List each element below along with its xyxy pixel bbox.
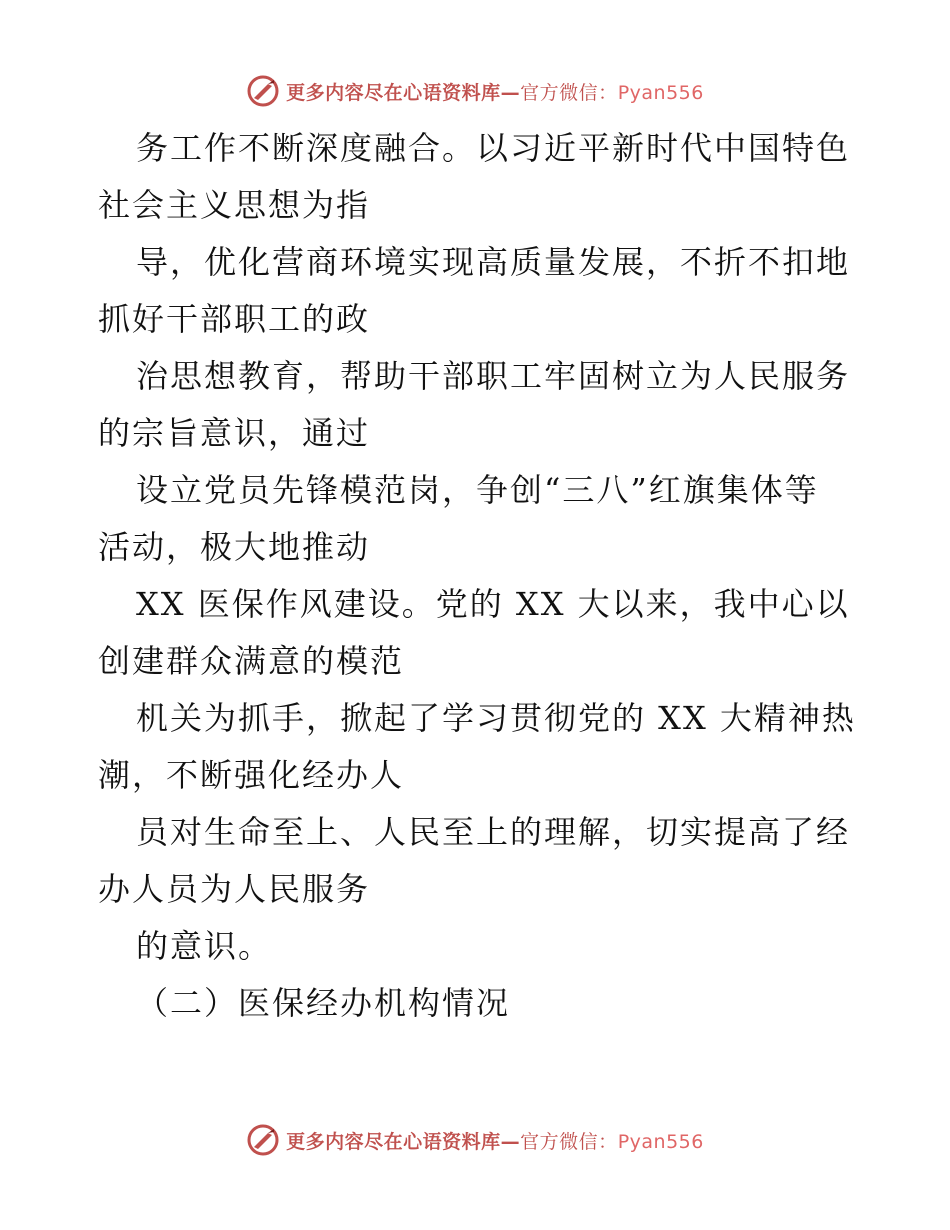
watermark-main: 更多内容尽在心语资料库 xyxy=(286,1130,501,1153)
text-line: 创建群众满意的模范 xyxy=(98,642,405,680)
paragraph xyxy=(98,690,858,804)
text-line: 活动，极大地推动 xyxy=(98,528,371,566)
watermark-id: Pyan556 xyxy=(617,1130,704,1153)
paragraph xyxy=(98,462,858,576)
text-line: 务工作不断深度融合。以习近平新时代中国特色 xyxy=(136,129,851,167)
text-line: 的宗旨意识，通过 xyxy=(98,414,371,452)
paragraph xyxy=(98,234,858,348)
watermark-dash: — xyxy=(500,81,521,104)
text-line: XX 医保作风建设。党的 XX 大以来，我中心以 xyxy=(136,585,850,623)
pen-logo-icon xyxy=(246,74,280,108)
watermark-main: 更多内容尽在心语资料库 xyxy=(286,81,501,104)
document-body xyxy=(98,120,858,1032)
text-line: 设立党员先锋模范岗，争创“三八”红旗集体等 xyxy=(136,471,819,509)
text-line: 机关为抓手，掀起了学习贯彻党的 XX 大精神热 xyxy=(136,699,856,737)
header-watermark xyxy=(0,71,950,111)
text-line: 员对生命至上、人民至上的理解，切实提高了经 xyxy=(136,813,851,851)
watermark-label: 官方微信： xyxy=(520,81,618,104)
footer-watermark xyxy=(0,1120,950,1160)
text-line: 的意识。 xyxy=(136,927,273,965)
paragraph xyxy=(98,918,858,975)
watermark-dash: — xyxy=(500,1130,521,1153)
paragraph xyxy=(98,348,858,462)
paragraph xyxy=(98,576,858,690)
text-line: 社会主义思想为指 xyxy=(98,186,371,224)
text-line: 办人员为人民服务 xyxy=(98,870,371,908)
watermark-id: Pyan556 xyxy=(617,81,704,104)
paragraph xyxy=(98,120,858,234)
pen-logo-icon xyxy=(246,1123,280,1157)
watermark-text xyxy=(286,78,704,105)
watermark-text xyxy=(286,1127,704,1154)
text-line: 潮，不断强化经办人 xyxy=(98,756,405,794)
paragraph xyxy=(98,804,858,918)
section-heading: （二）医保经办机构情况 xyxy=(136,984,511,1022)
text-line: 导，优化营商环境实现高质量发展，不折不扣地 xyxy=(136,243,851,281)
text-line: 治思想教育，帮助干部职工牢固树立为人民服务 xyxy=(136,357,851,395)
text-line: 抓好干部职工的政 xyxy=(98,300,371,338)
watermark-label: 官方微信： xyxy=(520,1130,618,1153)
